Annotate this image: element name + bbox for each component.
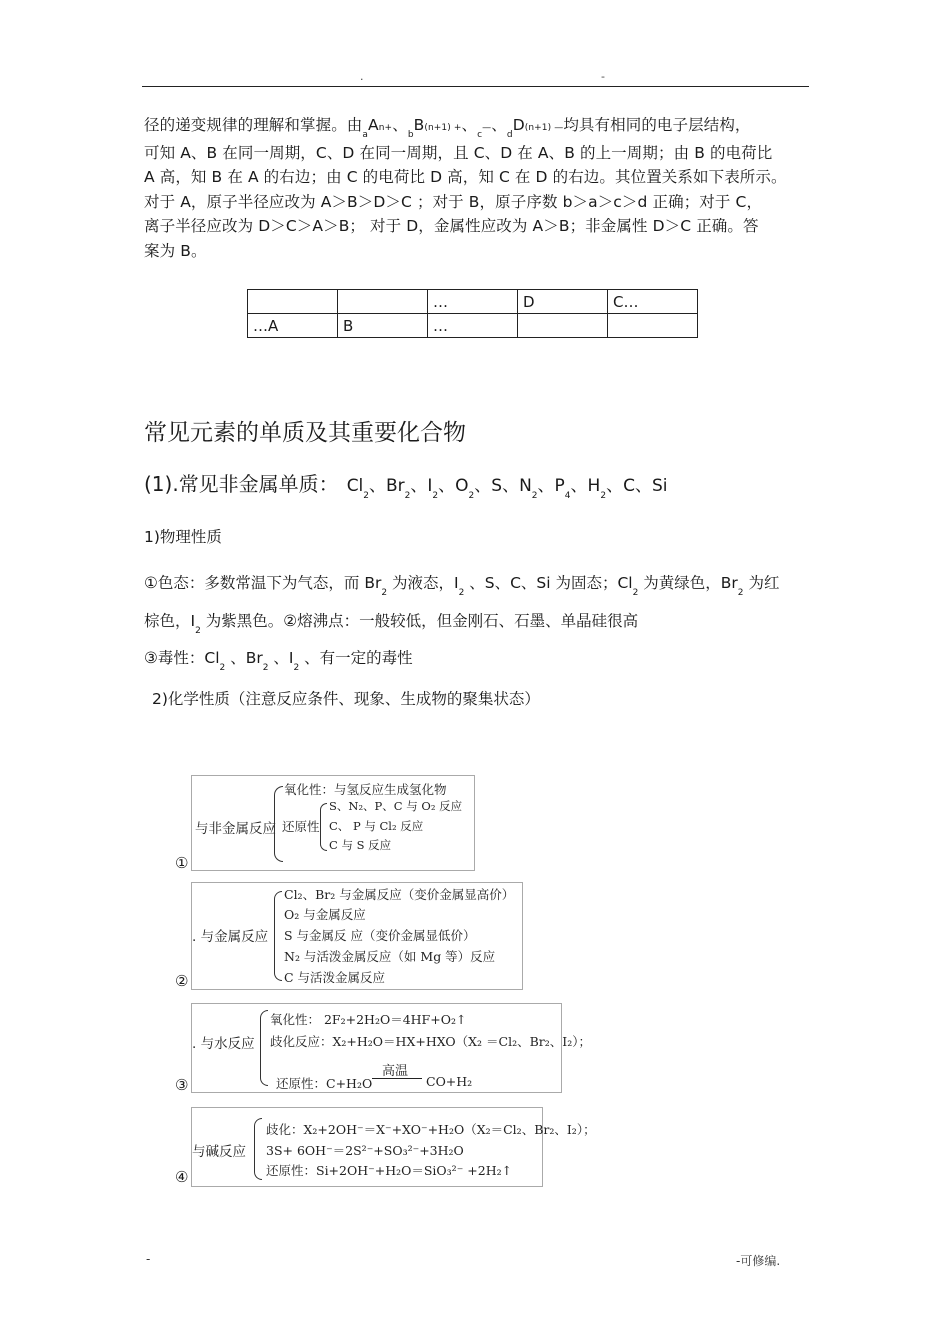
physical-title: 1)物理性质 xyxy=(144,528,222,546)
physical-line-3 xyxy=(144,646,413,673)
table-cell: C… xyxy=(608,290,698,314)
table-cell: …A xyxy=(248,314,338,338)
diagram-label: . 与水反应 xyxy=(192,1036,255,1052)
sep: 、 xyxy=(461,116,478,134)
ion-b-charge: (n+1) + xyxy=(424,123,462,133)
text: 为液态，I xyxy=(387,574,459,592)
diagram-line: 氧化性：与氢反应生成氢化物 xyxy=(284,782,447,797)
explanation-paragraph xyxy=(144,113,810,264)
diagram-line: N₂ 与活泼金属反应（如 Mg 等）反应 xyxy=(284,949,496,964)
diagram-line: CO+H₂ xyxy=(426,1074,473,1089)
subscript: 2 xyxy=(632,588,639,598)
table-cell xyxy=(248,290,338,314)
table-cell: B xyxy=(338,314,428,338)
diagram-line: O₂ 与金属反应 xyxy=(284,907,366,922)
diagram-base xyxy=(191,1107,596,1187)
formula-separator: 、 xyxy=(502,476,520,496)
diagram-metal xyxy=(191,882,523,990)
subscript: 2 xyxy=(293,663,300,673)
formula-separator: 、 xyxy=(410,476,428,496)
text: 径的递变规律的理解和掌握。由 xyxy=(144,116,363,134)
paragraph-line-2: 可知 A、B 在同一周期，C、D 在同一周期，且 C、D 在 A、B 的上一周期；由 B 的电荷比 xyxy=(144,143,773,162)
diagram-4-number: ④ xyxy=(175,1168,189,1186)
table-cell: … xyxy=(428,314,518,338)
formula-separator: 、 xyxy=(438,476,456,496)
physical-line-1 xyxy=(144,571,780,598)
text: ③毒性：Cl xyxy=(144,649,220,667)
formula-symbol: S xyxy=(491,476,503,496)
subscript: 2 xyxy=(381,588,388,598)
diagram-line: 还原性：C+H₂O xyxy=(276,1076,373,1091)
footer-left: - xyxy=(146,1252,151,1266)
formula-subscript: 2 xyxy=(432,491,439,501)
diagram-line: S、N₂、P、C 与 O₂ 反应 xyxy=(329,799,463,813)
text: 、Br xyxy=(225,649,263,667)
table-cell xyxy=(338,290,428,314)
diagram-1-number: ① xyxy=(175,854,189,872)
header-rule xyxy=(142,86,809,87)
text: 为黄绿色，Br xyxy=(638,574,738,592)
text: 为紫黑色。②熔沸点：一般较低，但金刚石、石墨、单晶硅很高 xyxy=(200,612,639,630)
text: 为红 xyxy=(743,574,780,592)
diagram-line: 3S+ 6OH⁻＝2S²⁻+SO₃²⁻+3H₂O xyxy=(266,1143,464,1158)
formula-separator: 、 xyxy=(537,476,555,496)
subscript: 2 xyxy=(458,588,465,598)
ion-c-subscript: c xyxy=(477,130,483,140)
brace-icon xyxy=(260,1010,268,1086)
table-row xyxy=(248,314,698,338)
formula-subscript: 2 xyxy=(363,491,370,501)
diagram-label: . 与金属反应 xyxy=(192,929,269,945)
formula-subscript: 4 xyxy=(564,491,571,501)
diagram-nonmetal xyxy=(191,775,475,871)
formula-subscript: 2 xyxy=(531,491,538,501)
header-mark-right: - xyxy=(601,70,605,83)
position-table xyxy=(247,289,698,338)
subscript: 2 xyxy=(219,663,226,673)
diagram-2-number: ② xyxy=(175,972,189,990)
formula-symbol: I xyxy=(427,476,433,496)
formula-separator: 、 xyxy=(474,476,492,496)
paragraph-line-6: 案为 B。 xyxy=(144,241,207,260)
subscript: 2 xyxy=(195,626,201,636)
table-cell: D xyxy=(518,290,608,314)
brace-icon xyxy=(254,1118,262,1180)
ion-d-subscript: d xyxy=(506,130,513,140)
formula-subscript: 2 xyxy=(468,491,475,501)
formula-separator: 、 xyxy=(634,476,652,496)
sep: 、 xyxy=(392,116,408,134)
ion-a: A xyxy=(368,116,379,134)
formula-symbol: O xyxy=(455,476,469,496)
formula-symbol: Si xyxy=(651,476,668,496)
chemical-title: 2)化学性质（注意反应条件、现象、生成物的聚集状态） xyxy=(152,690,540,708)
diagram-label: 与碱反应 xyxy=(192,1144,246,1160)
formula-symbol: N xyxy=(519,476,532,496)
paragraph-line-4: 对于 A，原子半径应改为 A＞B＞D＞C ；对于 B，原子序数 b＞a＞c＞d 正确；对于 C， xyxy=(144,192,763,211)
reaction-condition: 高温 xyxy=(382,1064,409,1079)
text: 均具有相同的电子层结构， xyxy=(563,116,751,134)
physical-line-2 xyxy=(144,609,639,636)
reaction-arrow xyxy=(372,1078,422,1079)
table-cell xyxy=(608,314,698,338)
sep: 、 xyxy=(491,116,507,134)
table-row xyxy=(248,290,698,314)
formula-subscript: 2 xyxy=(404,491,411,501)
diagram-line: C 与 S 反应 xyxy=(329,838,392,852)
diagram-line: 歧化：X₂+2OH⁻＝X⁻+XO⁻+H₂O（X₂＝Cl₂、Br₂、I₂）； xyxy=(266,1122,596,1137)
paragraph-line-3: A 高，知 B 在 A 的右边；由 C 的电荷比 D 高，知 C 在 D 的右边。其位置关系如下表所示。 xyxy=(144,168,787,187)
diagram-label: 与非金属反应 xyxy=(195,821,276,837)
formula-separator: 、 xyxy=(570,476,588,496)
formula-symbol: P xyxy=(554,476,565,496)
ion-b: B xyxy=(413,116,425,134)
text: 、S、C、Si 为固态；Cl xyxy=(464,574,633,592)
diagram-water xyxy=(191,1003,591,1093)
subscript: 2 xyxy=(737,588,744,598)
diagram-line: 还原性：Si+2OH⁻+H₂O＝SiO₃²⁻ +2H₂↑ xyxy=(266,1163,513,1178)
ion-b-subscript: b xyxy=(407,130,414,140)
formula-symbol: Br xyxy=(386,476,405,496)
formula-separator: 、 xyxy=(369,476,387,496)
ion-d-charge: (n+1) — xyxy=(524,123,564,133)
footer-right: -可修编. xyxy=(736,1254,781,1268)
brace-icon xyxy=(274,891,282,981)
paragraph-line-1 xyxy=(144,113,810,141)
subscript: 2 xyxy=(262,663,269,673)
text: ①色态：多数常温下为气态，而 Br xyxy=(144,574,382,592)
diagram-line: C、 P 与 Cl₂ 反应 xyxy=(329,819,424,833)
text: 、I xyxy=(268,649,294,667)
diagram-3-number: ③ xyxy=(175,1076,189,1094)
table-cell xyxy=(518,314,608,338)
ion-c: — xyxy=(482,123,492,133)
table-cell: … xyxy=(428,290,518,314)
brace-icon xyxy=(320,803,327,851)
ion-a-subscript: a xyxy=(362,130,369,140)
ion-d: D xyxy=(512,116,525,134)
formula-symbol: H xyxy=(587,476,601,496)
subheading-label: (1).常见非金属单质： xyxy=(144,472,339,496)
section-heading: 常见元素的单质及其重要化合物 xyxy=(144,420,466,446)
text: 、有一定的毒性 xyxy=(299,649,413,667)
header-mark-left: . xyxy=(360,70,364,83)
ion-a-charge: n+ xyxy=(378,123,393,133)
diagram-line: Cl₂、Br₂ 与金属反应（变价金属显高价） xyxy=(284,887,515,902)
paragraph-line-5: 离子半径应改为 D＞C＞A＞B； 对于 D，金属性应改为 A＞B；非金属性 D＞C 正确。答 xyxy=(144,217,759,236)
diagram-line: 还原性 xyxy=(282,819,320,834)
formula-symbol: C xyxy=(623,476,635,496)
subheading xyxy=(144,468,668,501)
formula-subscript: 2 xyxy=(600,491,607,501)
diagram-line: S 与金属反 应（变价金属显低价） xyxy=(284,928,476,943)
text: 棕色，I xyxy=(144,612,196,630)
diagram-line: 氧化性： 2F₂+2H₂O＝4HF+O₂↑ xyxy=(270,1012,467,1027)
formula-list xyxy=(346,476,668,501)
formula-symbol: Cl xyxy=(346,476,364,496)
diagram-line: C 与活泼金属反应 xyxy=(284,970,386,985)
formula-separator: 、 xyxy=(606,476,624,496)
diagram-line: 歧化反应：X₂+H₂O＝HX+HXO（X₂ ＝Cl₂、Br₂、I₂）； xyxy=(270,1034,591,1049)
